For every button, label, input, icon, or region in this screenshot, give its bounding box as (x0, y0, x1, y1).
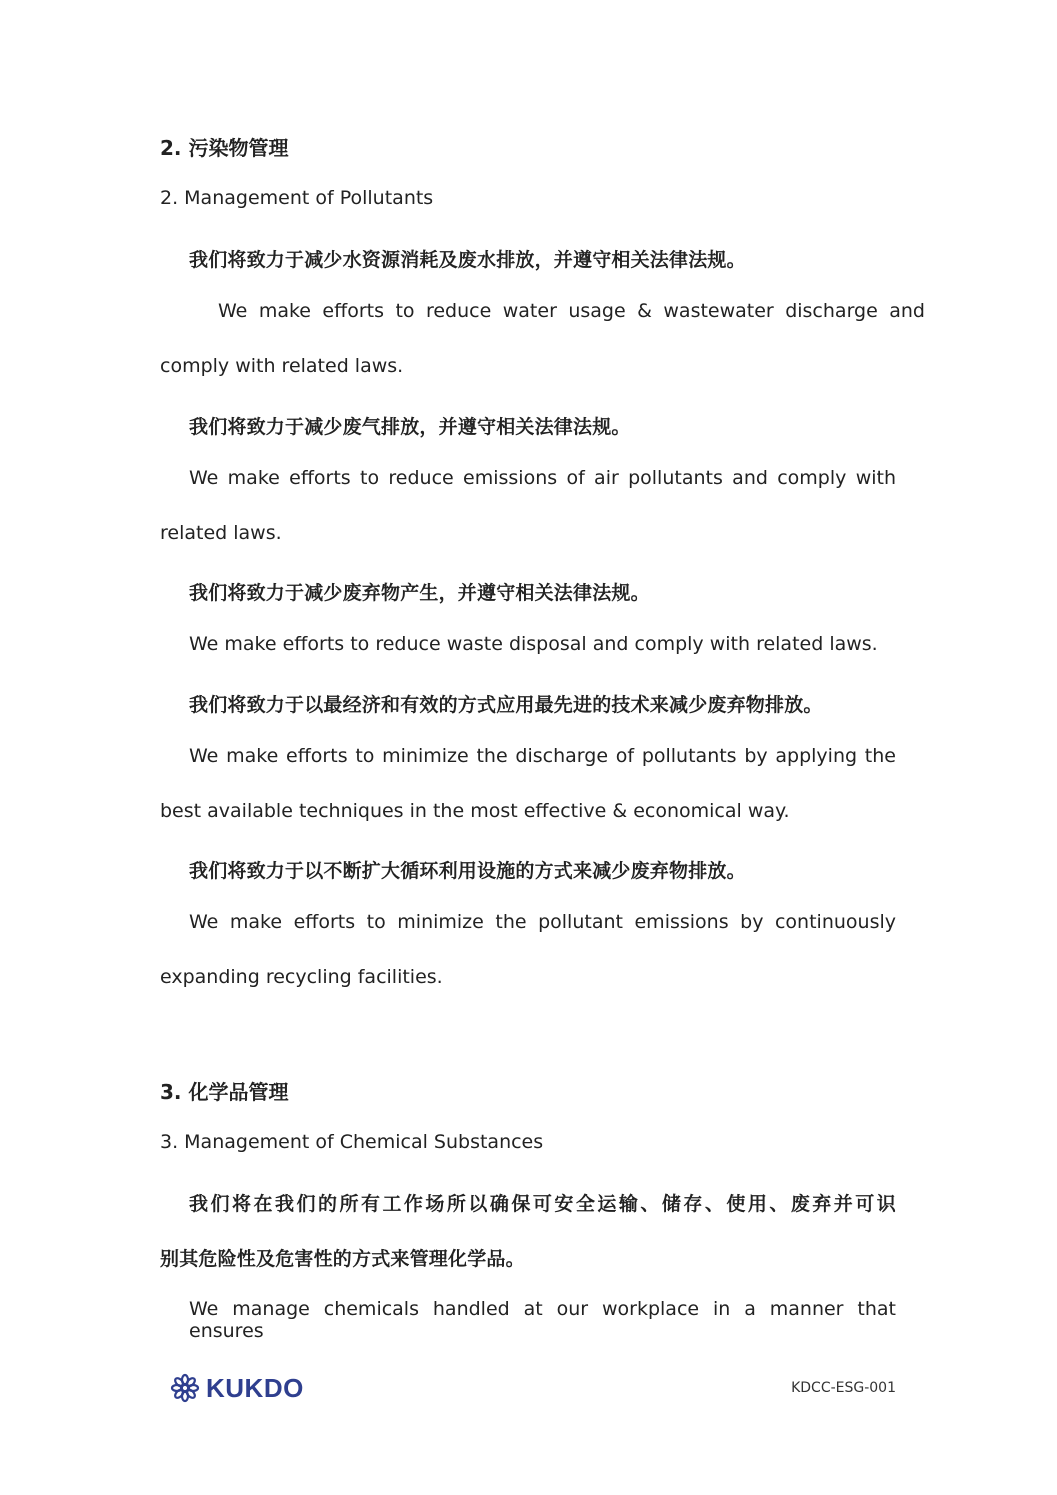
section-2-title-en: 2. Management of Pollutants (160, 187, 434, 209)
paragraph-zh-5: 我们将致力于以不断扩大循环利用设施的方式来减少废弃物排放。 (189, 860, 746, 882)
section-3-zh-line2: 别其危险性及危害性的方式来管理化学品。 (160, 1248, 525, 1270)
paragraph-en-1-line1: We make efforts to reduce water usage & wastewater discharge and (218, 300, 925, 322)
paragraph-zh-1: 我们将致力于减少水资源消耗及废水排放，并遵守相关法律法规。 (189, 249, 746, 271)
section-3-title-zh: 3. 化学品管理 (160, 1080, 289, 1104)
paragraph-zh-2: 我们将致力于减少废气排放，并遵守相关法律法规。 (189, 416, 631, 438)
section-3-zh-line1: 我们将在我们的所有工作场所以确保可安全运输、储存、使用、废弃并可识 (189, 1193, 896, 1215)
paragraph-en-2-line2: related laws. (160, 522, 282, 544)
kukdo-logo (170, 1372, 304, 1404)
section-3-title-en: 3. Management of Chemical Substances (160, 1131, 544, 1153)
paragraph-en-4-line2: best available techniques in the most effective & economical way. (160, 800, 790, 822)
paragraph-en-3-line1: We make efforts to reduce waste disposal and comply with related laws. (189, 633, 878, 655)
kukdo-logo-text: KUKDO (206, 1372, 304, 1403)
paragraph-zh-4: 我们将致力于以最经济和有效的方式应用最先进的技术来减少废弃物排放。 (189, 694, 823, 716)
section-3-en-line1: We manage chemicals handled at our workplace in a manner that ensures (189, 1298, 896, 1342)
document-code: KDCC-ESG-001 (791, 1380, 896, 1396)
paragraph-en-1-line2: comply with related laws. (160, 355, 404, 377)
paragraph-en-5-line1: We make efforts to minimize the pollutant emissions by continuously (189, 911, 896, 933)
section-2-title-zh: 2. 污染物管理 (160, 136, 289, 160)
paragraph-en-4-line1: We make efforts to minimize the discharge of pollutants by applying the (189, 745, 896, 767)
kukdo-emblem-icon (170, 1373, 200, 1403)
paragraph-zh-3: 我们将致力于减少废弃物产生，并遵守相关法律法规。 (189, 582, 650, 604)
paragraph-en-2-line1: We make efforts to reduce emissions of air pollutants and comply with (189, 467, 896, 489)
paragraph-en-5-line2: expanding recycling facilities. (160, 966, 443, 988)
